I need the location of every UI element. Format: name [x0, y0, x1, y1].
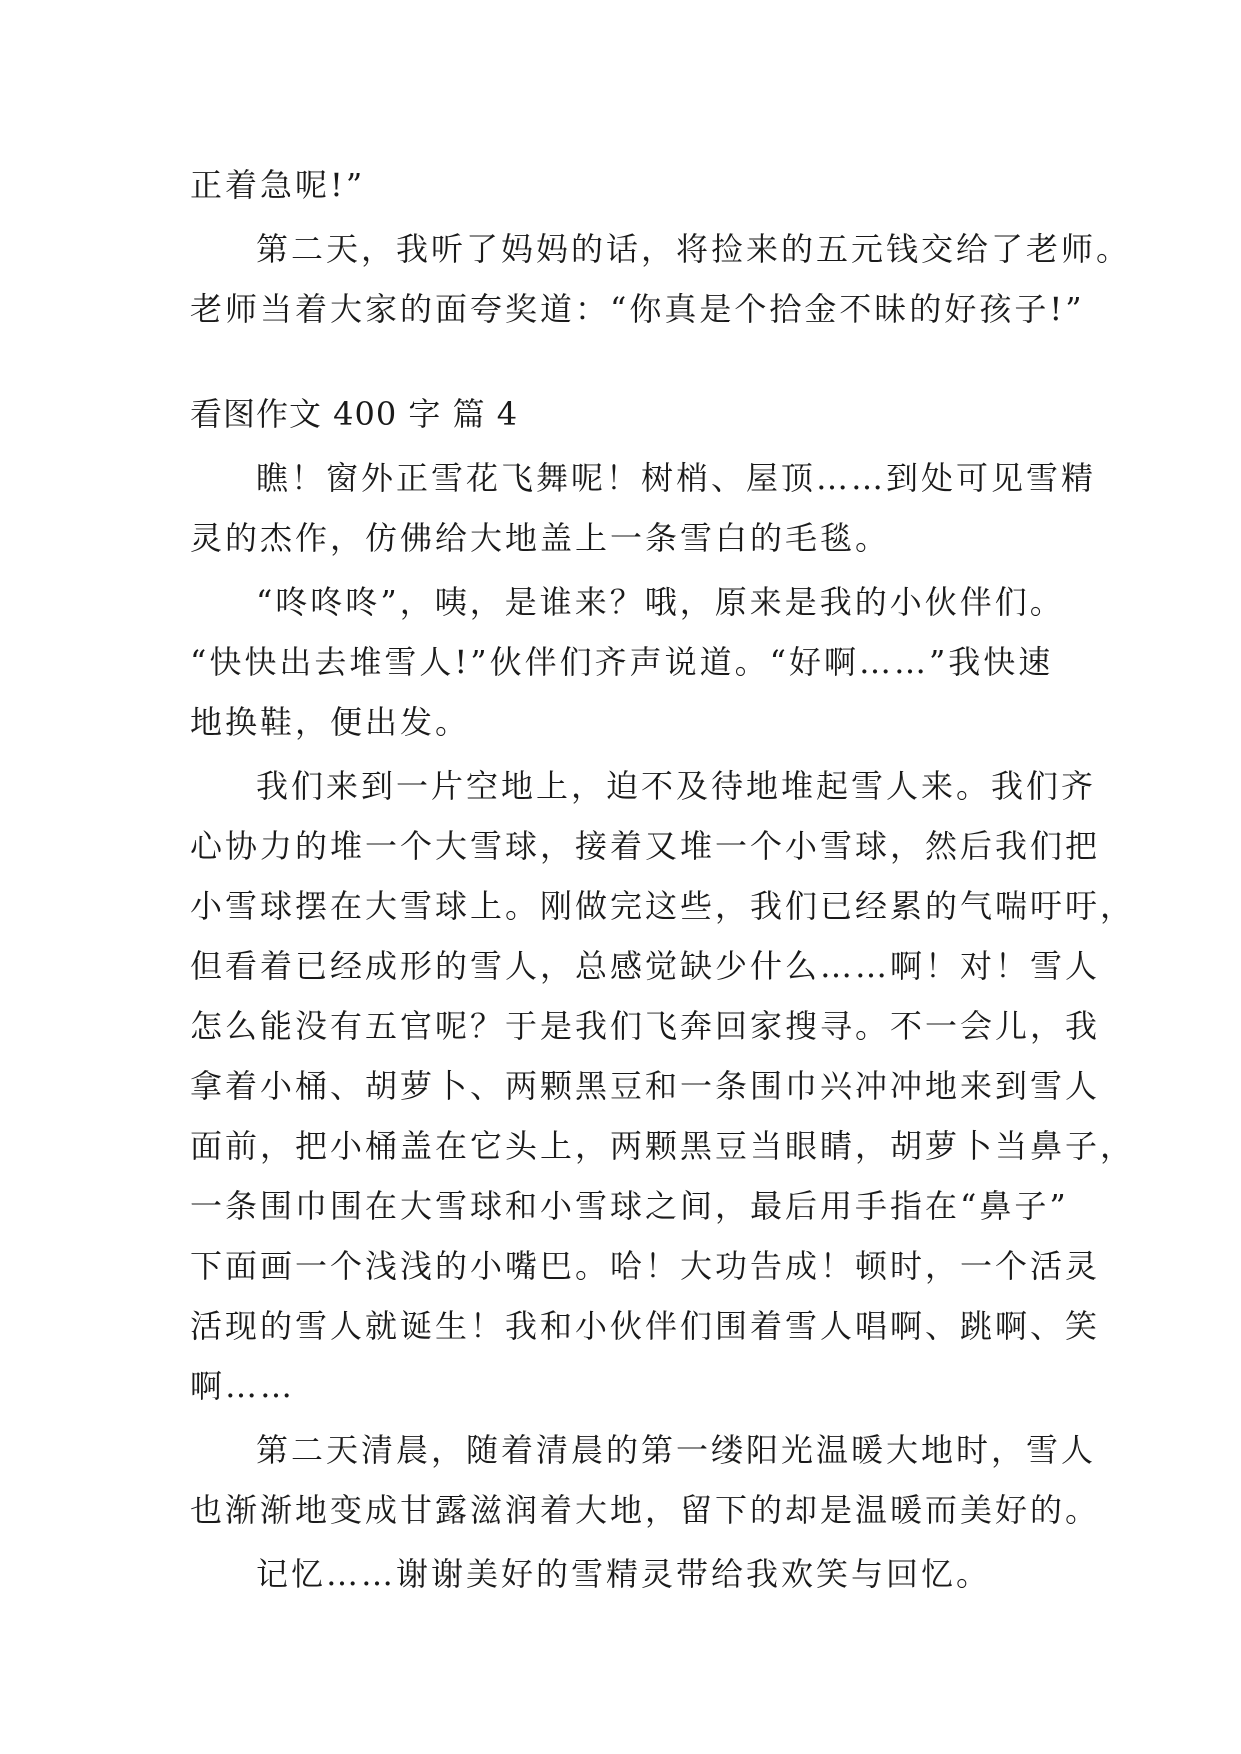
text-line: 第二天清晨，随着清晨的第一缕阳光温暖大地时，雪人: [256, 1431, 1097, 1469]
paragraph: [190, 1420, 1101, 1540]
text-line: 我们来到一片空地上，迫不及待地堆起雪人来。我们齐: [256, 767, 1097, 805]
text-line: 灵的杰作，仿佛给大地盖上一条雪白的毛毯。: [190, 519, 891, 557]
text-line: 第二天，我听了妈妈的话，将捡来的五元钱交给了老师。: [256, 230, 1132, 268]
text-line: 也渐渐地变成甘露滋润着大地，留下的却是温暖而美好的。: [190, 1491, 1101, 1529]
paragraph: [190, 572, 1065, 752]
section-heading: 看图作文 400 字 篇 4: [190, 395, 519, 433]
text-line: 老师当着大家的面夸奖道：“你真是个拾金不昧的好孩子!”: [190, 290, 1085, 328]
text-line: 记忆……谢谢美好的雪精灵带给我欢笑与回忆。: [256, 1555, 992, 1593]
text-line: “咚咚咚”，咦，是谁来？哦，原来是我的小伙伴们。: [256, 583, 1065, 621]
text-line: “快快出去堆雪人!”伙伴们齐声说道。“好啊……”我快速: [190, 643, 1054, 681]
text-line: 小雪球摆在大雪球上。刚做完这些，我们已经累的气喘吁吁，: [190, 887, 1136, 925]
text-line: 下面画一个浅浅的小嘴巴。哈！大功告成！顿时，一个活灵: [190, 1247, 1101, 1285]
paragraph: [190, 448, 1097, 568]
text-line: 怎么能没有五官呢？于是我们飞奔回家搜寻。不一会儿，我: [190, 1007, 1101, 1045]
text-line: 瞧！窗外正雪花飞舞呢！树梢、屋顶……到处可见雪精: [256, 459, 1097, 497]
paragraph: [190, 1544, 1060, 1604]
text-line: 活现的雪人就诞生！我和小伙伴们围着雪人唱啊、跳啊、笑: [190, 1307, 1101, 1345]
text-line: 面前，把小桶盖在它头上，两颗黑豆当眼睛，胡萝卜当鼻子，: [190, 1127, 1136, 1165]
prev-section: [190, 155, 1132, 339]
text-line: 但看着已经成形的雪人，总感觉缺少什么……啊！对！雪人: [190, 947, 1101, 985]
paragraph: [190, 756, 1136, 1416]
text-line: 正着急呢!”: [190, 166, 366, 204]
text-column: [190, 155, 1136, 1604]
text-line: 一条围巾围在大雪球和小雪球之间，最后用手指在“鼻子”: [190, 1187, 1069, 1225]
text-line: 啊……: [190, 1367, 296, 1405]
text-line: 拿着小桶、胡萝卜、两颗黑豆和一条围巾兴冲冲地来到雪人: [190, 1067, 1101, 1105]
text-line: 地换鞋，便出发。: [190, 703, 471, 741]
text-line: 心协力的堆一个大雪球，接着又堆一个小雪球，然后我们把: [190, 827, 1101, 865]
